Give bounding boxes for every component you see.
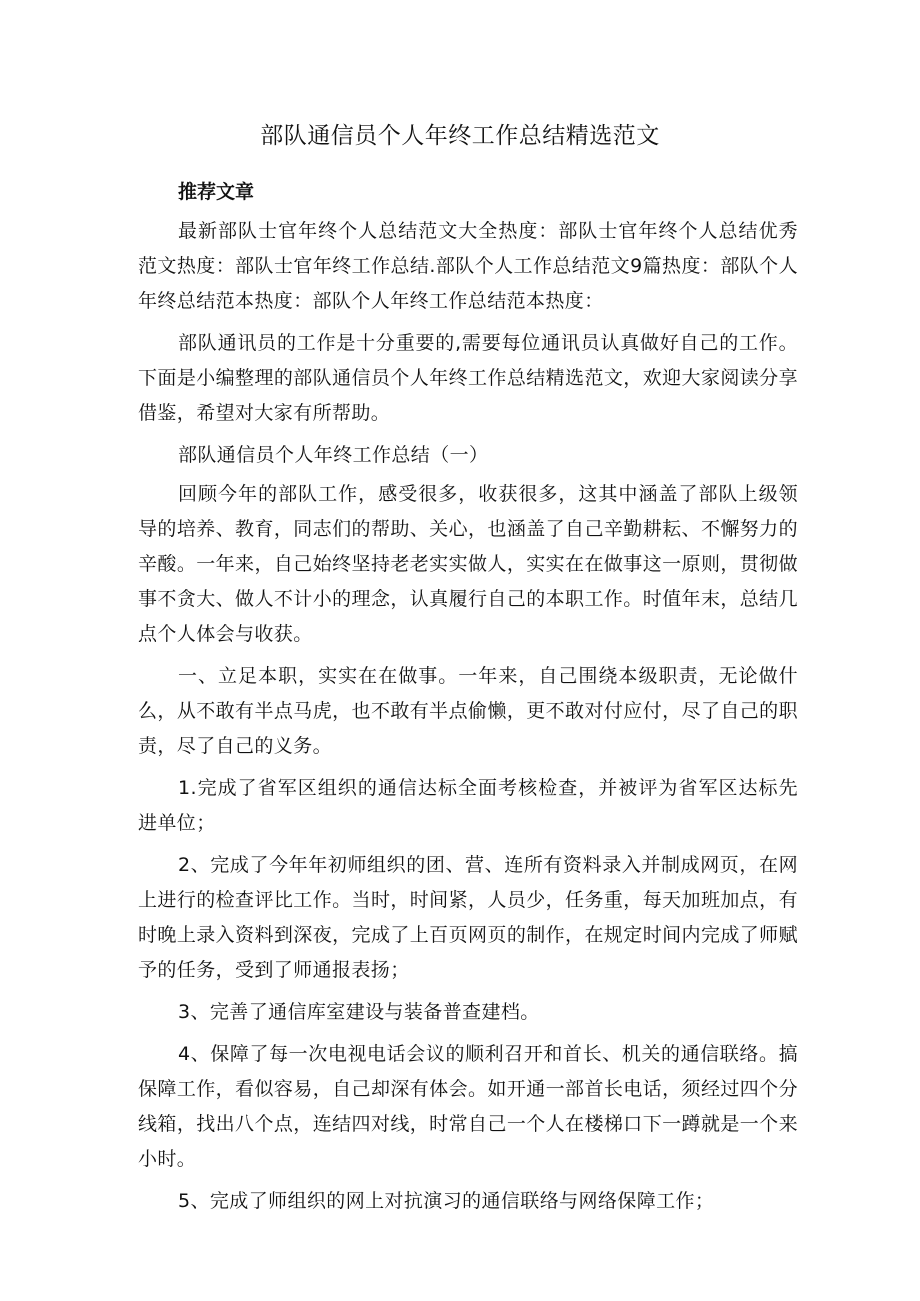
section-heading: 部队通信员个人年终工作总结（一） [178, 444, 489, 466]
paragraph-item-4: 4、保障了每一次电视电话会议的顺利召开和首长、机关的通信联络。搞保障工作，看似容易，自己却深有体会。如开通一部首长电话，须经过四个分线箱，找出八个点，连结四对线，时常自己一个人在楼梯口下一蹲就是一个来小时。 [138, 1043, 798, 1170]
document-title: 部队通信员个人年终工作总结精选范文 [260, 123, 660, 149]
paragraph-recommended-list: 最新部队士官年终个人总结范文大全热度：部队士官年终个人总结优秀范文热度：部队士官年终工作总结.部队个人工作总结范文9篇热度：部队个人年终总结范本热度：部队个人年终工作总结范本热度： [138, 220, 798, 312]
recommend-heading: 推荐文章 [178, 181, 255, 203]
paragraph-review: 回顾今年的部队工作，感受很多，收获很多，这其中涵盖了部队上级领导的培养、教育，同志们的帮助、关心，也涵盖了自己辛勤耕耘、不懈努力的辛酸。一年来，自己始终坚持老老实实做人，实实在在做事这一原则，贯彻做事不贪大、做人不计小的理念，认真履行自己的本职工作。时值年末，总结几点个人体会与收获。 [138, 483, 798, 645]
document-body [138, 174, 798, 1226]
paragraph-item-1: 1.完成了省军区组织的通信达标全面考核检查，并被评为省军区达标先进单位； [138, 777, 798, 834]
paragraph-item-3: 3、完善了通信库室建设与装备普查建档。 [178, 1001, 540, 1023]
paragraph-point-one: 一、立足本职，实实在在做事。一年来，自己围绕本级职责，无论做什么，从不敢有半点马虎，也不敢有半点偷懒，更不敢对付应付，尽了自己的职责，尽了自己的义务。 [138, 665, 798, 757]
paragraph-intro: 部队通讯员的工作是十分重要的,需要每位通讯员认真做好自己的工作。下面是小编整理的部队通信员个人年终工作总结精选范文，欢迎大家阅读分享借鉴，希望对大家有所帮助。 [138, 332, 798, 424]
paragraph-item-5: 5、完成了师组织的网上对抗演习的通信联络与网络保障工作； [178, 1190, 715, 1212]
paragraph-item-2: 2、完成了今年年初师组织的团、营、连所有资料录入并制成网页，在网上进行的检查评比工作。当时，时间紧，人员少，任务重，每天加班加点，有时晚上录入资料到深夜，完成了上百页网页的制作，在规定时间内完成了师赋予的任务，受到了师通报表扬； [138, 854, 798, 981]
